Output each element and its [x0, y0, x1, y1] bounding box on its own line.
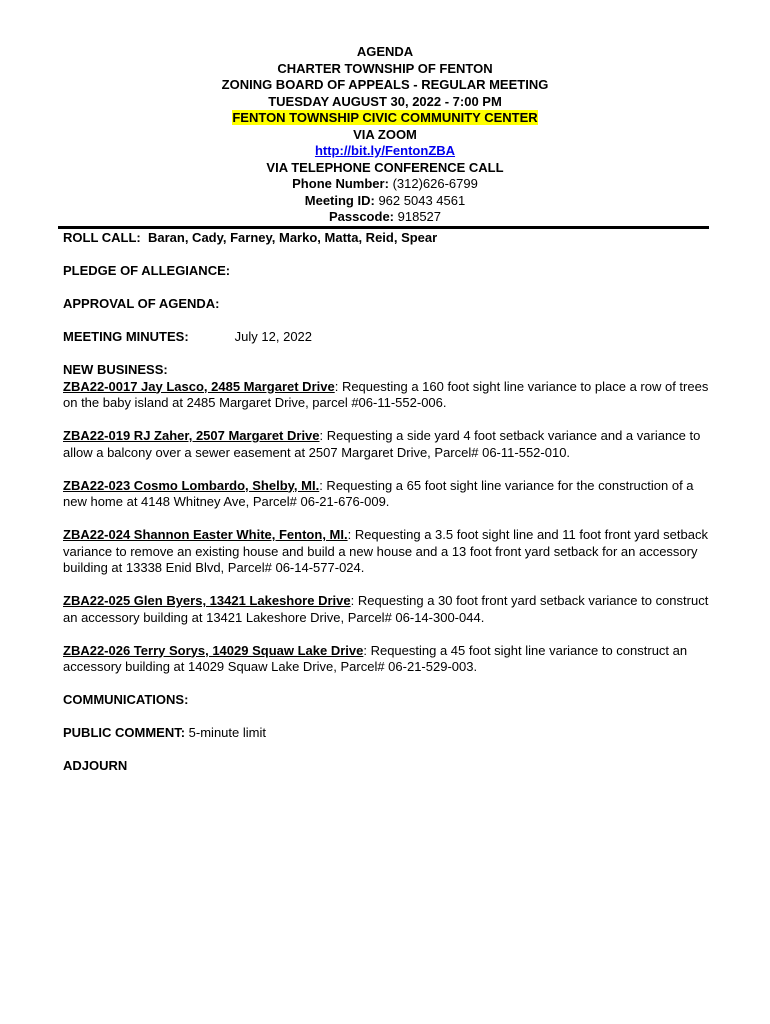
business-item-title: ZBA22-024 Shannon Easter White, Fenton, MI. — [63, 527, 348, 542]
meeting-minutes-label: MEETING MINUTES: — [63, 329, 189, 344]
public-comment — [63, 725, 709, 742]
business-item-text: : Requesting a side yard 4 foot setback variance and a variance to allow a balcony over a sewer easement at 2507 Margaret Drive, Parcel# 06-11-552-010. — [63, 428, 701, 460]
phone-number-line — [0, 176, 770, 193]
agenda-title: AGENDA — [356, 44, 414, 59]
meeting-date-time: TUESDAY AUGUST 30, 2022 - 7:00 PM — [268, 93, 502, 109]
business-item-2 — [63, 428, 709, 461]
roll-call-label: ROLL CALL: — [63, 230, 141, 245]
passcode-value: 918527 — [397, 209, 442, 224]
business-item-1 — [63, 379, 709, 412]
approval-of-agenda: APPROVAL OF AGENDA: — [63, 296, 220, 311]
public-comment-text: 5-minute limit — [188, 725, 266, 740]
business-item-text: : Requesting a 30 foot front yard setback variance to construct an accessory building at 13421 Lakeshore Drive, Parcel# 06-14-300-044. — [63, 593, 709, 625]
business-item-text: : Requesting a 3.5 foot sight line and 11 foot front yard setback variance to remove an existing house and build a new house and a 13 foot front yard setback for an accessory building at 13338 Enid Blvd, Parcel# 06-14-577-024. — [63, 527, 708, 575]
meeting-minutes-date: July 12, 2022 — [234, 329, 313, 344]
agenda-body — [63, 230, 709, 775]
business-item-text: : Requesting a 160 foot sight line variance to place a row of trees on the baby island at 2485 Margaret Drive, parcel #06-11-552-006. — [63, 378, 709, 410]
business-item-3 — [63, 478, 709, 511]
new-business-label: NEW BUSINESS: — [63, 362, 168, 377]
pledge-of-allegiance: PLEDGE OF ALLEGIANCE: — [63, 263, 231, 278]
public-comment-label: PUBLIC COMMENT: — [63, 725, 186, 740]
meeting-id-label: Meeting ID: — [304, 192, 375, 208]
board-meeting-type: ZONING BOARD OF APPEALS - REGULAR MEETING — [221, 77, 549, 92]
phone-label: Phone Number: — [292, 176, 389, 191]
township-name: CHARTER TOWNSHIP OF FENTON — [277, 60, 493, 76]
business-item-title: ZBA22-0017 Jay Lasco, 2485 Margaret Drive — [63, 378, 335, 394]
venue-highlight: FENTON TOWNSHIP CIVIC COMMUNITY CENTER — [232, 110, 538, 125]
business-item-title: ZBA22-019 RJ Zaher, 2507 Margaret Drive — [63, 428, 320, 443]
communications: COMMUNICATIONS: — [63, 692, 189, 707]
business-item-4 — [63, 527, 709, 577]
business-item-text: : Requesting a 65 foot sight line variance for the construction of a new home at 4148 Whitney Ave, Parcel# 06-21-676-009. — [63, 477, 694, 509]
business-item-5 — [63, 593, 709, 626]
zoom-link-line — [0, 143, 770, 160]
meeting-id-value: 962 5043 4561 — [378, 192, 466, 208]
roll-call-names: Baran, Cady, Farney, Marko, Matta, Reid, Spear — [147, 230, 438, 245]
venue-line — [0, 110, 770, 127]
meeting-minutes — [63, 329, 709, 346]
passcode-line — [0, 209, 770, 226]
passcode-label: Passcode: — [328, 209, 395, 224]
business-item-title: ZBA22-026 Terry Sorys, 14029 Squaw Lake Drive — [63, 642, 364, 658]
via-telephone: VIA TELEPHONE CONFERENCE CALL — [266, 159, 504, 175]
business-item-text: : Requesting a 45 foot sight line variance to construct an accessory building at 14029 Squaw Lake Drive, Parcel# 06-21-529-003. — [63, 642, 688, 674]
phone-value: (312)626-6799 — [392, 176, 478, 191]
via-zoom: VIA ZOOM — [353, 126, 417, 142]
business-item-title: ZBA22-023 Cosmo Lombardo, Shelby, MI. — [63, 477, 320, 493]
header-divider — [58, 226, 709, 229]
roll-call — [63, 230, 709, 247]
agenda-header — [0, 44, 770, 226]
business-item-6 — [63, 643, 709, 676]
adjourn: ADJOURN — [63, 758, 128, 773]
zoom-link[interactable]: http://bit.ly/FentonZBA — [314, 143, 456, 158]
meeting-id-line — [0, 193, 770, 210]
business-item-title: ZBA22-025 Glen Byers, 13421 Lakeshore Drive — [63, 593, 351, 608]
